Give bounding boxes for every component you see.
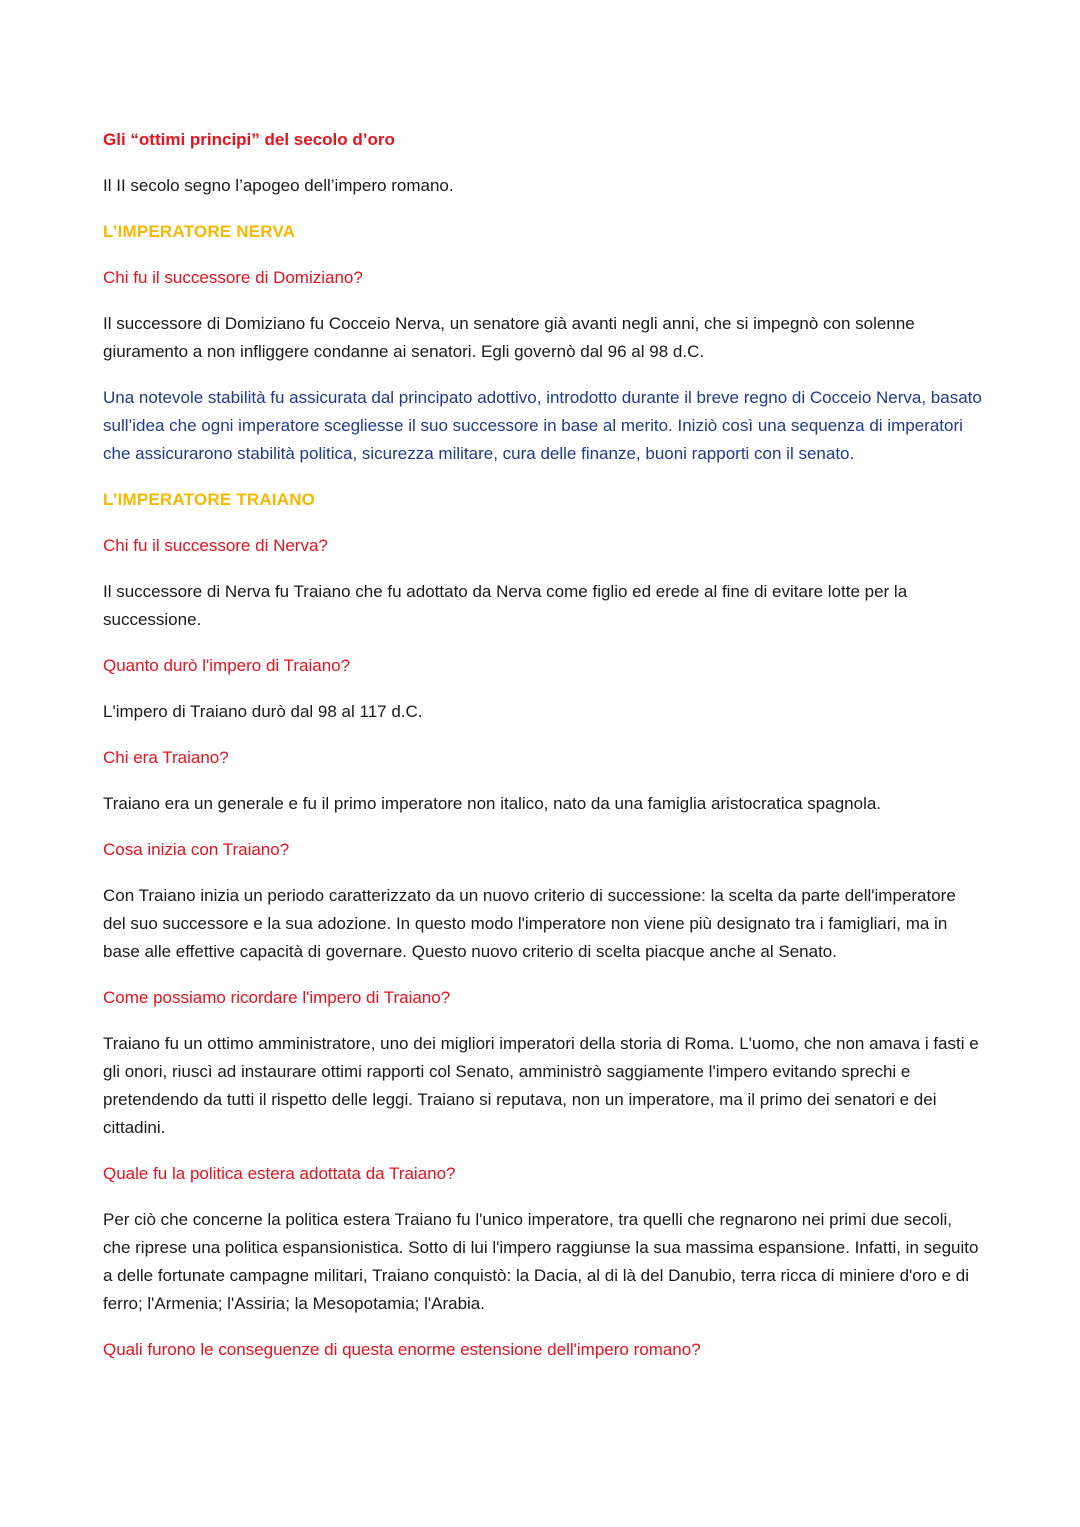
document-page bbox=[103, 126, 983, 1382]
question-1: Chi fu il successore di Domiziano? bbox=[103, 268, 363, 287]
section-heading-nerva: L’IMPERATORE NERVA bbox=[103, 222, 296, 241]
answer-7: Per ciò che concerne la politica estera Traiano fu l'unico imperatore, tra quelli che regnarono nei primi due secoli, che riprese una politica espansionistica. Sotto di lui l'impero raggiunse la sua massima espansione. Infatti, in seguito a delle fortunate campagne militari, Traiano conquistò: la Dacia, al di là del Danubio, terra ricca di miniere d'oro e di ferro; l'Armenia; l'Assiria; la Mesopotamia; l'Arabia. bbox=[103, 1210, 979, 1313]
intro-paragraph: Il II secolo segno l’apogeo dell’impero romano. bbox=[103, 176, 454, 195]
document-title: Gli “ottimi principi” del secolo d’oro bbox=[103, 130, 395, 149]
question-8: Quali furono le conseguenze di questa enorme estensione dell'impero romano? bbox=[103, 1340, 701, 1359]
answer-3: L'impero di Traiano durò dal 98 al 117 d.C. bbox=[103, 702, 423, 721]
question-2: Chi fu il successore di Nerva? bbox=[103, 536, 328, 555]
answer-6: Traiano fu un ottimo amministratore, uno dei migliori imperatori della storia di Roma. L'uomo, che non amava i fasti e gli onori, riuscì ad instaurare ottimi rapporti col Senato, amministrò saggiamente l'impero evitando sprechi e pretendendo da tutti il rispetto delle leggi. Traiano si reputava, non un imperatore, ma il primo dei senatori e dei cittadini. bbox=[103, 1034, 979, 1137]
question-4: Chi era Traiano? bbox=[103, 748, 229, 767]
section-heading-traiano: L’IMPERATORE TRAIANO bbox=[103, 490, 316, 509]
answer-1: Il successore di Domiziano fu Cocceio Nerva, un senatore già avanti negli anni, che si impegnò con solenne giuramento a non infliggere condanne ai senatori. Egli governò dal 96 al 98 d.C. bbox=[103, 314, 915, 361]
answer-2: Il successore di Nerva fu Traiano che fu adottato da Nerva come figlio ed erede al fine di evitare lotte per la successione. bbox=[103, 582, 908, 629]
answer-4: Traiano era un generale e fu il primo imperatore non italico, nato da una famiglia aristocratica spagnola. bbox=[103, 794, 882, 813]
question-7: Quale fu la politica estera adottata da Traiano? bbox=[103, 1164, 456, 1183]
question-3: Quanto durò l'impero di Traiano? bbox=[103, 656, 351, 675]
question-6: Come possiamo ricordare l'impero di Traiano? bbox=[103, 988, 451, 1007]
question-5: Cosa inizia con Traiano? bbox=[103, 840, 290, 859]
answer-5: Con Traiano inizia un periodo caratterizzato da un nuovo criterio di successione: la scelta da parte dell'imperatore del suo successore e la sua adozione. In questo modo l'imperatore non viene più designato tra i famigliari, ma in base alle effettive capacità di governare. Questo nuovo criterio di scelta piacque anche al Senato. bbox=[103, 886, 956, 961]
highlight-paragraph: Una notevole stabilità fu assicurata dal principato adottivo, introdotto durante il breve regno di Cocceio Nerva, basato sull’idea che ogni imperatore scegliesse il suo successore in base al merito. Iniziò così una sequenza di imperatori che assicurarono stabilità politica, sicurezza militare, cura delle finanze, buoni rapporti con il senato. bbox=[103, 388, 982, 463]
